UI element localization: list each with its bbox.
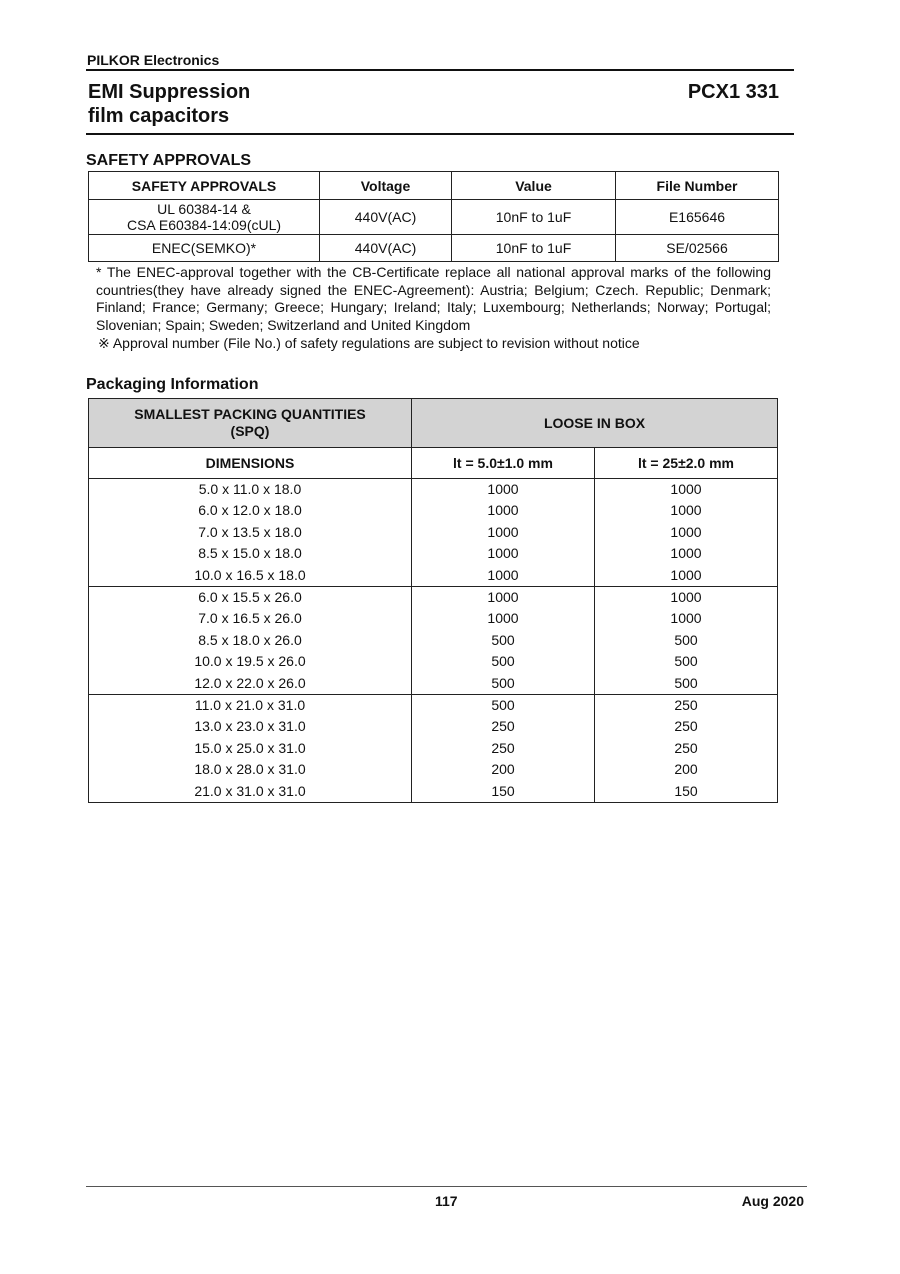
qty-lt5-cell: 250: [412, 738, 595, 759]
qty-lt25-cell: 250: [595, 738, 778, 759]
table-header-row: [89, 399, 778, 448]
table-row: [89, 500, 778, 521]
qty-lt25-cell: 250: [595, 716, 778, 737]
approval-line: CSA E60384-14:09(cUL): [126, 217, 282, 233]
qty-lt25-cell: 1000: [595, 565, 778, 587]
spq-header-line: (SPQ): [230, 423, 270, 439]
table-row: [89, 479, 778, 501]
qty-lt5-cell: 1000: [412, 565, 595, 587]
voltage-cell: 440V(AC): [320, 235, 452, 262]
table-row: [89, 543, 778, 564]
packaging-section-title: Packaging Information: [86, 376, 259, 393]
table-row: [89, 673, 778, 695]
qty-lt25-cell: 1000: [595, 608, 778, 629]
col-header-dimensions: DIMENSIONS: [89, 448, 412, 479]
dimension-cell: 6.0 x 15.5 x 26.0: [89, 587, 412, 609]
col-header-value: Value: [452, 172, 616, 200]
enec-footnote: * The ENEC-approval together with the CB-Certificate replace all national approval marks of the following countries(they have already signed the ENEC-Agreement): Austria; Belgium; Czech. Republic; Denmark; Finland; France; Germany; Greece; Hungary; Ireland; Italy; Luxembourg; Netherlands; Norway; Portugal; Slovenian; Spain; Sweden; Switzerland and United Kingdom: [96, 264, 771, 333]
file-number-cell: E165646: [616, 200, 779, 235]
footer-date: Aug 2020: [741, 1193, 804, 1209]
file-number-cell: SE/02566: [616, 235, 779, 262]
dimension-cell: 8.5 x 18.0 x 26.0: [89, 630, 412, 651]
dimension-cell: 7.0 x 13.5 x 18.0: [89, 522, 412, 543]
page-number: 117: [435, 1193, 458, 1209]
qty-lt5-cell: 250: [412, 716, 595, 737]
table-row: [89, 235, 779, 262]
qty-lt5-cell: 200: [412, 759, 595, 780]
company-name: PILKOR Electronics: [87, 52, 220, 68]
qty-lt5-cell: 500: [412, 630, 595, 651]
dimension-cell: 15.0 x 25.0 x 31.0: [89, 738, 412, 759]
col-header-voltage: Voltage: [320, 172, 452, 200]
qty-lt25-cell: 500: [595, 630, 778, 651]
dimension-cell: 18.0 x 28.0 x 31.0: [89, 759, 412, 780]
voltage-cell: 440V(AC): [320, 200, 452, 235]
table-header-row: [89, 172, 779, 200]
qty-lt5-cell: 1000: [412, 587, 595, 609]
table-row: [89, 522, 778, 543]
col-header-lt5: lt = 5.0±1.0 mm: [412, 448, 595, 479]
qty-lt25-cell: 500: [595, 673, 778, 695]
qty-lt25-cell: 1000: [595, 587, 778, 609]
spq-header: [89, 399, 412, 448]
header-rule-top: [86, 69, 794, 71]
approval-cell: ENEC(SEMKO)*: [89, 235, 320, 262]
safety-approvals-table: [88, 171, 779, 262]
dimension-cell: 11.0 x 21.0 x 31.0: [89, 695, 412, 717]
qty-lt5-cell: 150: [412, 781, 595, 803]
document-title: [88, 80, 250, 128]
qty-lt25-cell: 1000: [595, 543, 778, 564]
value-cell: 10nF to 1uF: [452, 200, 616, 235]
dimension-cell: 10.0 x 16.5 x 18.0: [89, 565, 412, 587]
table-row: [89, 587, 778, 609]
col-header-approvals: SAFETY APPROVALS: [89, 172, 320, 200]
qty-lt25-cell: 1000: [595, 500, 778, 521]
spq-header-line: SMALLEST PACKING QUANTITIES: [134, 406, 366, 422]
dimension-cell: 21.0 x 31.0 x 31.0: [89, 781, 412, 803]
qty-lt25-cell: 200: [595, 759, 778, 780]
qty-lt25-cell: 1000: [595, 522, 778, 543]
header-rule-bottom: [86, 133, 794, 135]
dimension-cell: 6.0 x 12.0 x 18.0: [89, 500, 412, 521]
table-row: [89, 738, 778, 759]
footer-rule: [86, 1186, 807, 1187]
qty-lt5-cell: 1000: [412, 543, 595, 564]
qty-lt5-cell: 1000: [412, 500, 595, 521]
qty-lt5-cell: 500: [412, 651, 595, 672]
col-header-file-number: File Number: [616, 172, 779, 200]
qty-lt5-cell: 500: [412, 673, 595, 695]
revision-notice: ※ Approval number (File No.) of safety regulations are subject to revision without notice: [98, 335, 640, 351]
qty-lt5-cell: 1000: [412, 608, 595, 629]
table-row: [89, 630, 778, 651]
value-cell: 10nF to 1uF: [452, 235, 616, 262]
table-row: [89, 759, 778, 780]
safety-section-title: SAFETY APPROVALS: [86, 152, 252, 169]
dimension-cell: 5.0 x 11.0 x 18.0: [89, 479, 412, 501]
packaging-table-body: [89, 479, 778, 803]
table-subheader-row: [89, 448, 778, 479]
packaging-table: [88, 398, 778, 803]
title-line-1: EMI Suppression: [88, 81, 251, 103]
approval-line: UL 60384-14 &: [157, 201, 251, 217]
dimension-cell: 7.0 x 16.5 x 26.0: [89, 608, 412, 629]
loose-in-box-header: LOOSE IN BOX: [412, 399, 778, 448]
title-line-2: film capacitors: [88, 105, 230, 127]
table-row: [89, 565, 778, 587]
table-row: [89, 695, 778, 717]
approval-cell: [89, 200, 320, 235]
qty-lt25-cell: 150: [595, 781, 778, 803]
table-row: [89, 781, 778, 803]
table-row: [89, 608, 778, 629]
col-header-lt25: lt = 25±2.0 mm: [595, 448, 778, 479]
dimension-cell: 8.5 x 15.0 x 18.0: [89, 543, 412, 564]
qty-lt5-cell: 1000: [412, 522, 595, 543]
part-number: PCX1 331: [687, 81, 779, 103]
qty-lt25-cell: 500: [595, 651, 778, 672]
qty-lt25-cell: 1000: [595, 479, 778, 501]
table-row: [89, 200, 779, 235]
dimension-cell: 10.0 x 19.5 x 26.0: [89, 651, 412, 672]
table-row: [89, 716, 778, 737]
qty-lt5-cell: 1000: [412, 479, 595, 501]
qty-lt5-cell: 500: [412, 695, 595, 717]
table-row: [89, 651, 778, 672]
dimension-cell: 12.0 x 22.0 x 26.0: [89, 673, 412, 695]
qty-lt25-cell: 250: [595, 695, 778, 717]
dimension-cell: 13.0 x 23.0 x 31.0: [89, 716, 412, 737]
